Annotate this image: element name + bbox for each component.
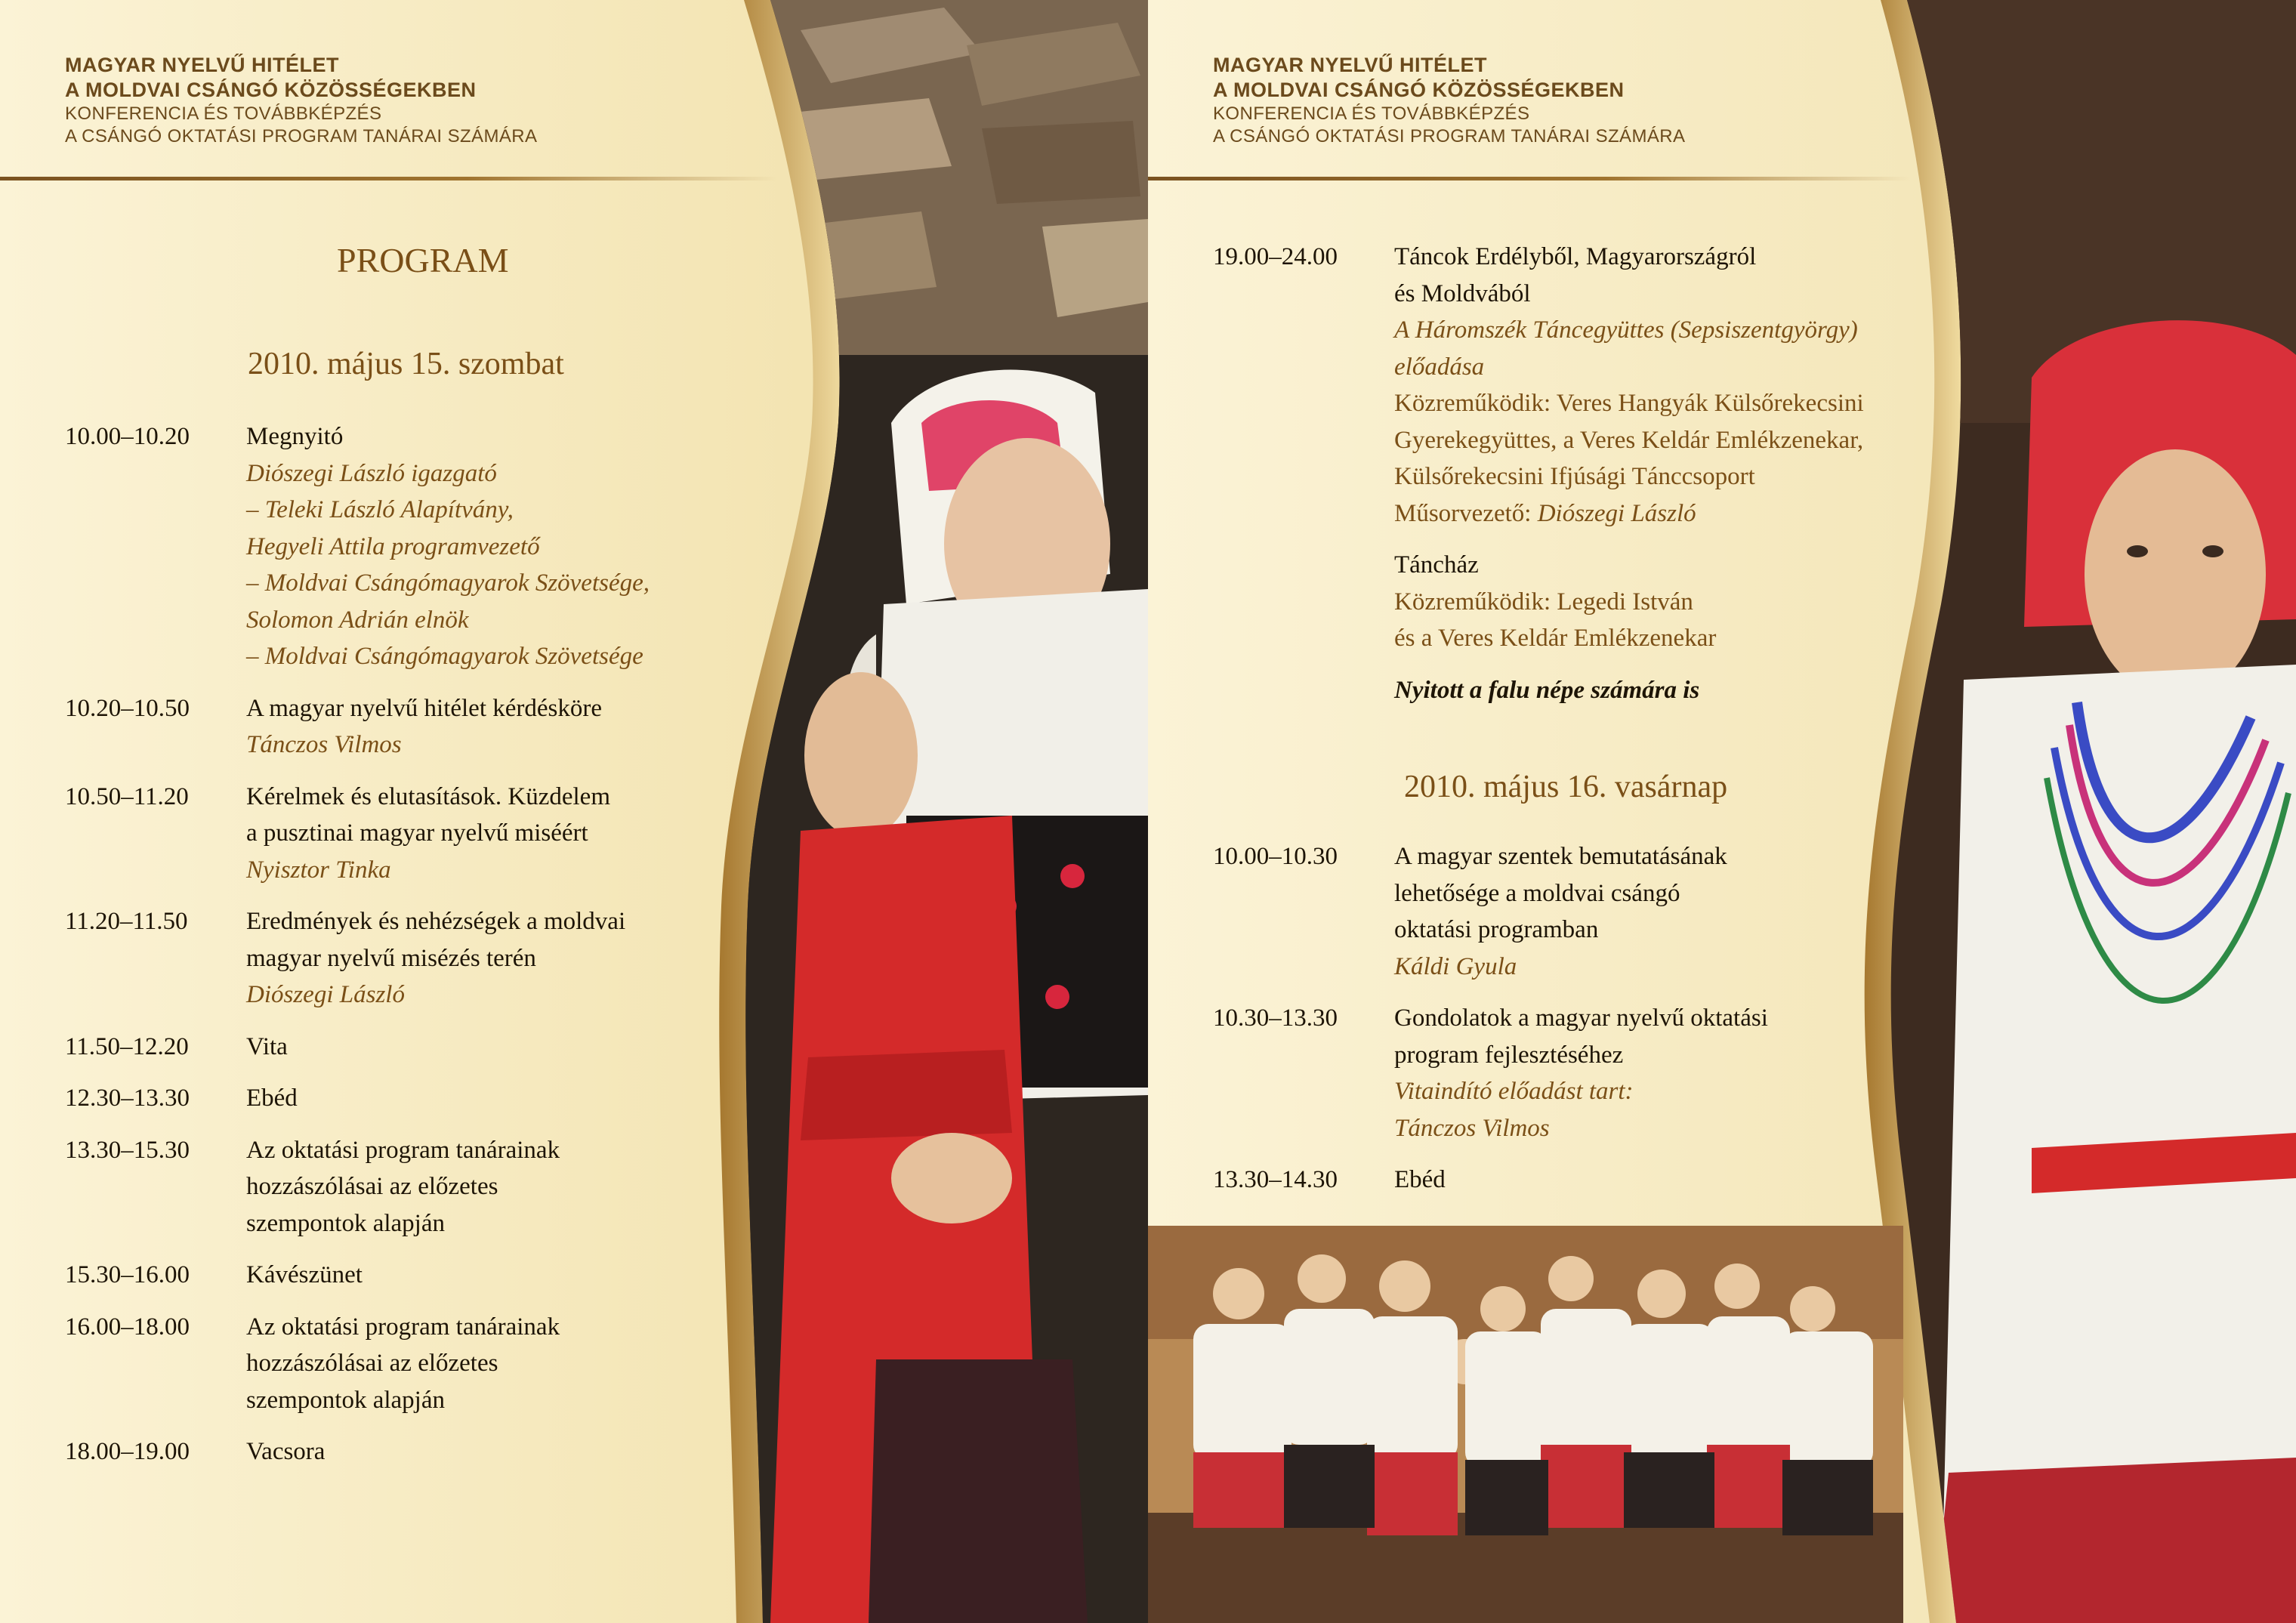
- contributors: Közreműködik: Legedi István: [1394, 588, 1693, 616]
- speaker: Tánczos Vilmos: [246, 731, 402, 758]
- schedule-row: [65, 1433, 745, 1470]
- session: [246, 1257, 745, 1294]
- schedule-row: [1213, 838, 1893, 985]
- session-title: Az oktatási program tanárainak: [246, 1136, 560, 1164]
- time: 10.50–11.20: [65, 782, 189, 810]
- session-title: Táncok Erdélyből, Magyarországról: [1394, 243, 1757, 270]
- time: 18.00–19.00: [65, 1438, 190, 1465]
- header-rule: [1148, 177, 1911, 181]
- session-title: A magyar nyelvű hitélet kérdésköre: [246, 694, 603, 722]
- schedule-row: [1213, 1162, 1893, 1199]
- speaker: – Teleki László Alapítvány,: [246, 496, 514, 523]
- session-title: program fejlesztéséhez: [1394, 1041, 1624, 1069]
- host-name: Diószegi László: [1537, 499, 1696, 527]
- schedule-row: [65, 1080, 745, 1117]
- session-title: a pusztinai magyar nyelvű miséért: [246, 819, 588, 847]
- time: 11.50–12.20: [65, 1032, 189, 1060]
- conference-header: [65, 53, 537, 148]
- contributors: Külsőrekecsini Ifjúsági Tánccsoport: [1394, 463, 1755, 490]
- session: [246, 418, 745, 675]
- session-title: Kérelmek és elutasítások. Küzdelem: [246, 782, 610, 810]
- time: 19.00–24.00: [1213, 243, 1338, 270]
- session-title: oktatási programban: [1394, 916, 1599, 943]
- schedule-row: [65, 903, 745, 1014]
- session-title: Gondolatok a magyar nyelvű oktatási: [1394, 1004, 1768, 1032]
- speaker: – Moldvai Csángómagyarok Szövetsége: [246, 643, 643, 670]
- time: 12.30–13.30: [65, 1085, 190, 1112]
- day2-schedule: [1213, 838, 1893, 1214]
- time: 13.30–14.30: [1213, 1166, 1338, 1193]
- header-line3: KONFERENCIA ÉS TOVÁBBKÉPZÉS: [65, 103, 382, 124]
- conference-header-right: [1213, 53, 1685, 148]
- header-line2: A MOLDVAI CSÁNGÓ KÖZÖSSÉGEKBEN: [65, 79, 477, 101]
- session-title: szempontok alapján: [246, 1386, 446, 1414]
- speaker: Solomon Adrián elnök: [246, 606, 469, 634]
- schedule-row: [1213, 239, 1893, 708]
- session-title: Kávészünet: [246, 1261, 363, 1288]
- header-rule: [0, 177, 778, 181]
- speaker: Tánczos Vilmos: [1394, 1114, 1550, 1142]
- schedule-row: [65, 1257, 745, 1294]
- contributors: Közreműködik: Veres Hangyák Külsőrekecsini: [1394, 390, 1864, 417]
- contributors: Gyerekegyüttes, a Veres Keldár Emlékzenekar,: [1394, 426, 1864, 454]
- open-note: Nyitott a falu népe számára is: [1394, 676, 1700, 704]
- time: 11.20–11.50: [65, 908, 188, 935]
- header-line4: A CSÁNGÓ OKTATÁSI PROGRAM TANÁRAI SZÁMÁRA: [1213, 126, 1686, 147]
- session: [246, 1309, 745, 1419]
- schedule-row: [65, 690, 745, 764]
- speaker: Nyisztor Tinka: [246, 856, 391, 884]
- session-title: Megnyitó: [246, 423, 344, 450]
- time: 15.30–16.00: [65, 1261, 190, 1288]
- time: 16.00–18.00: [65, 1313, 190, 1341]
- tanchaz-title: Táncház: [1394, 551, 1479, 579]
- session-title: Vita: [246, 1032, 288, 1060]
- session-title: Ebéd: [1394, 1166, 1446, 1193]
- session-title: lehetősége a moldvai csángó: [1394, 879, 1680, 907]
- header-line2: A MOLDVAI CSÁNGÓ KÖZÖSSÉGEKBEN: [1213, 79, 1625, 101]
- time: 13.30–15.30: [65, 1136, 190, 1164]
- time: 10.00–10.20: [65, 423, 190, 450]
- performer: előadása: [1394, 353, 1485, 381]
- photo-seated-audience: [1148, 1226, 1903, 1623]
- speaker: Káldi Gyula: [1394, 952, 1517, 980]
- time: 10.20–10.50: [65, 694, 190, 722]
- session-title: Az oktatási program tanárainak: [246, 1313, 560, 1341]
- host: [1394, 495, 1893, 532]
- session-title: hozzászólásai az előzetes: [246, 1173, 498, 1200]
- speaker: Diószegi László igazgató: [246, 459, 497, 487]
- speaker: Diószegi László: [246, 981, 405, 1008]
- contributors: és a Veres Keldár Emlékzenekar: [1394, 625, 1717, 652]
- session-title: szempontok alapján: [246, 1209, 446, 1237]
- session: [246, 903, 745, 1014]
- performer: A Háromszék Táncegyüttes (Sepsiszentgyörgy): [1394, 316, 1858, 344]
- session: [1394, 1000, 1893, 1146]
- schedule-row: [65, 779, 745, 889]
- day1-heading: 2010. május 15. szombat: [248, 347, 564, 381]
- session-title: magyar nyelvű misézés terén: [246, 944, 536, 972]
- speaker: Vitaindító előadást tart:: [1394, 1078, 1634, 1105]
- session: [1394, 1162, 1893, 1199]
- schedule-row: [65, 1029, 745, 1066]
- session-title: és Moldvából: [1394, 279, 1531, 307]
- day1-schedule: [65, 418, 745, 1486]
- session-title: Vacsora: [246, 1438, 326, 1465]
- schedule-row: [65, 1132, 745, 1242]
- session: [246, 779, 745, 889]
- time: 10.30–13.30: [1213, 1004, 1338, 1032]
- header-line1: MAGYAR NYELVŰ HITÉLET: [65, 54, 340, 76]
- time: 10.00–10.30: [1213, 843, 1338, 870]
- header-line3: KONFERENCIA ÉS TOVÁBBKÉPZÉS: [1213, 103, 1530, 124]
- session: [1394, 838, 1893, 985]
- speaker: Hegyeli Attila programvezető: [246, 532, 540, 560]
- session: [246, 1132, 745, 1242]
- schedule-row: [65, 418, 745, 675]
- evening-program: [1213, 239, 1893, 724]
- session: [246, 1433, 745, 1470]
- session: [246, 690, 745, 764]
- schedule-row: [1213, 1000, 1893, 1146]
- session: [1394, 239, 1893, 708]
- session-title: Eredmények és nehézségek a moldvai: [246, 908, 626, 935]
- host-label: Műsorvezető:: [1394, 499, 1538, 527]
- right-panel: [1148, 0, 2296, 1623]
- session: [246, 1080, 745, 1117]
- program-title: PROGRAM: [337, 241, 509, 279]
- session-title: A magyar szentek bemutatásának: [1394, 843, 1727, 870]
- session: [246, 1029, 745, 1066]
- session-title: hozzászólásai az előzetes: [246, 1350, 498, 1377]
- schedule-row: [65, 1309, 745, 1419]
- day2-heading: 2010. május 16. vasárnap: [1404, 770, 1728, 804]
- header-line4: A CSÁNGÓ OKTATÁSI PROGRAM TANÁRAI SZÁMÁRA: [65, 126, 538, 147]
- session-title: Ebéd: [246, 1085, 298, 1112]
- header-line1: MAGYAR NYELVŰ HITÉLET: [1213, 54, 1488, 76]
- speaker: – Moldvai Csángómagyarok Szövetsége,: [246, 569, 650, 597]
